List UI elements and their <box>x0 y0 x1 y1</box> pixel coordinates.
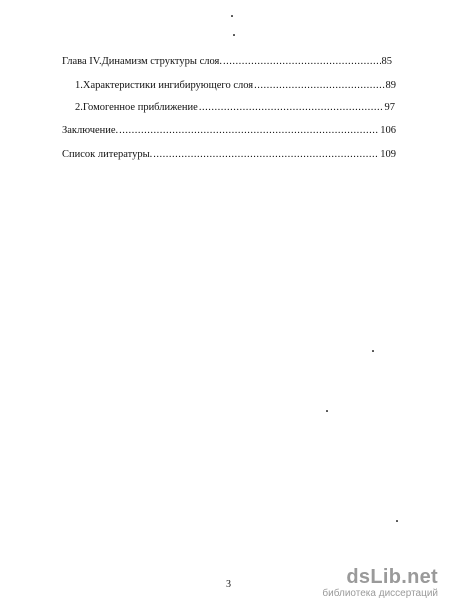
toc-entry-chapter-4 <box>62 56 392 68</box>
toc-leader-dots <box>153 149 379 161</box>
toc-leader-dots <box>254 80 384 92</box>
toc-section-title: Гомогенное приближение <box>82 102 198 113</box>
toc-chapter-title: Динамизм структуры слоя. <box>101 56 222 67</box>
toc-leader-dots <box>223 56 381 68</box>
watermark-subtitle: библиотека диссертаций <box>322 588 438 599</box>
toc-section-title: Характеристики ингибирующего слоя <box>82 80 254 91</box>
toc-entry-section-2 <box>75 102 395 114</box>
watermark-logo: dsLib.net <box>346 566 438 588</box>
toc-conclusion-title: Заключение. <box>62 125 119 136</box>
toc-section-number: 1. <box>75 80 83 91</box>
toc-section-number: 2. <box>75 102 83 113</box>
scan-speck <box>326 410 328 412</box>
scan-speck <box>372 350 374 352</box>
scan-speck <box>233 34 235 36</box>
watermark <box>314 566 438 606</box>
toc-chapter-number: Глава IV. <box>62 56 102 67</box>
toc-page-number: 89 <box>385 80 396 91</box>
scan-speck <box>396 520 398 522</box>
toc-page-number: 97 <box>384 102 395 113</box>
toc-entry-conclusion <box>62 125 396 137</box>
scan-speck <box>231 15 233 17</box>
page-number: 3 <box>226 579 231 590</box>
toc-entry-section-1 <box>75 80 396 92</box>
toc-page-number: 109 <box>380 149 396 160</box>
toc-leader-dots <box>199 102 384 114</box>
toc-references-title: Список литературы. <box>62 149 153 160</box>
toc-leader-dots <box>119 125 379 137</box>
toc-entry-references <box>62 149 396 161</box>
toc-page-number: 106 <box>380 125 396 136</box>
toc-page-number: 85 <box>381 56 392 67</box>
